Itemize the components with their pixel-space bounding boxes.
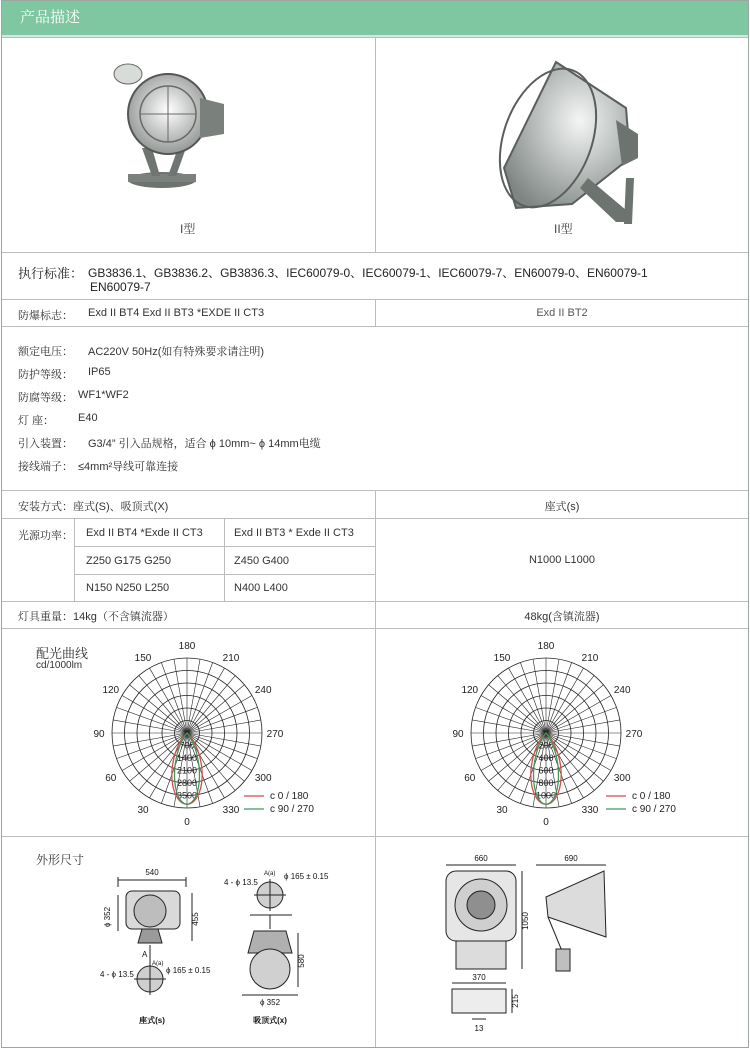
standards-line1: GB3836.1、GB3836.2、GB3836.3、IEC60079-0、IEC60079-1、IEC60079-7、EN60079-0、EN60079-1: [88, 266, 648, 280]
polar-angle-label: 90: [93, 729, 105, 740]
polar-angle-label: 210: [222, 652, 240, 664]
install-left-value: 安装方式：座式(S)、吸顶式(X): [18, 501, 169, 513]
standards-label: 执行标准：: [18, 266, 84, 281]
dim-circle1: ϕ 165 ± 0.15: [166, 966, 211, 975]
legend-label: c 90 / 270: [632, 804, 676, 815]
dim-arrow-a: A: [142, 950, 148, 959]
weight-right-cell: [375, 602, 748, 628]
section-header: [2, 1, 748, 35]
power-right-value: N1000 L1000: [528, 554, 596, 566]
specs-row: [2, 326, 748, 490]
polar-angle-label: 60: [464, 773, 476, 784]
polar-angle-label: 30: [496, 805, 508, 817]
type1-caption: I型: [180, 222, 196, 236]
polar-angle-label: 330: [222, 805, 240, 817]
dimensions-right-cell: [375, 837, 748, 1047]
spec-value: E40: [78, 412, 98, 424]
power-col2-head: Exd II BT3 * Exde II CT3: [234, 527, 354, 539]
type1-cell: [2, 38, 375, 252]
explosion-left-value: Exd II BT4 Exd II BT3 *EXDE II CT3: [88, 307, 265, 319]
dim-view2: A(a): [264, 871, 276, 877]
dim-352: ϕ 352: [103, 906, 112, 928]
polar-angle-label: 270: [266, 729, 284, 740]
polar-angle-label: 30: [137, 805, 149, 817]
install-left-cell: [2, 491, 375, 518]
polar-radial-label: 3500: [176, 790, 198, 801]
power-left-cell: [2, 519, 375, 601]
dim-580: 580: [297, 954, 306, 968]
dim-352-bottom: ϕ 352: [259, 998, 281, 1007]
explosion-right-value: Exd II BT2: [536, 307, 588, 319]
spec-value: AC220V 50Hz(如有特殊要求请注明): [88, 346, 265, 358]
explosion-label: 防爆标志：: [18, 310, 73, 322]
legend-label: c 0 / 180: [270, 791, 309, 802]
polar-radial-label: 600: [538, 765, 554, 776]
spec-value: ≤4mm²导线可靠连接: [78, 461, 179, 473]
polar-radial-label: 1000: [535, 790, 557, 801]
polar-angle-label: 0: [543, 817, 549, 828]
type2-cell: [375, 38, 748, 252]
explosion-row: [2, 299, 748, 326]
dim-370: 370: [472, 973, 486, 982]
dim-circle2: ϕ 165 ± 0.15: [284, 872, 329, 881]
legend-label: c 90 / 270: [270, 804, 314, 815]
polar-radial-label: 800: [538, 778, 554, 788]
polar-radial-label: 2100: [176, 765, 198, 776]
spec-label: 防护等级：: [18, 369, 73, 381]
product-description-sheet: [1, 0, 749, 1048]
polar-angle-label: 210: [581, 652, 599, 664]
power-right-cell: [375, 519, 748, 601]
polar-angle-label: 180: [537, 641, 555, 652]
power-label: 光源功率：: [18, 530, 73, 542]
spec-value: IP65: [88, 366, 111, 378]
polar-angle-label: 300: [613, 773, 631, 784]
dim-660: 660: [474, 854, 488, 863]
dim-bolt2: 4 - ϕ 13.5: [224, 878, 258, 887]
weight-right-value: 48kg(含镇流器): [524, 611, 600, 623]
photometric-unit: cd/1000lm: [36, 660, 83, 671]
standards-line2: EN60079-7: [90, 280, 151, 294]
power-col2-row2: N400 L400: [234, 582, 288, 594]
photometric-row: [2, 628, 748, 836]
spec-label: 接线端子：: [18, 461, 73, 473]
dimensions-left-cell: [2, 837, 375, 1047]
dim-455: 455: [191, 912, 200, 926]
dim-13: 13: [474, 1024, 484, 1033]
spec-value: G3/4” 引入品规格，适合 ϕ 10mm~ ϕ 14mm电缆: [88, 438, 321, 450]
polar-chart-right: [376, 629, 750, 837]
polar-radial-label: 400: [538, 753, 554, 763]
power-col1-head: Exd II BT4 *Exde II CT3: [86, 527, 203, 539]
weight-left-cell: [2, 602, 375, 628]
polar-angle-label: 180: [178, 641, 196, 652]
polar-angle-label: 150: [134, 652, 152, 664]
dim-bolt1: 4 - ϕ 13.5: [100, 970, 134, 979]
power-row: [2, 518, 748, 601]
dimension-drawing-left: [2, 837, 375, 1048]
power-col1-row1: Z250 G175 G250: [86, 555, 172, 567]
dim-215: 215: [511, 994, 520, 1008]
polar-angle-label: 120: [102, 685, 120, 696]
spec-label: 引入装置：: [18, 438, 73, 450]
dim-690: 690: [564, 854, 578, 863]
polar-angle-label: 60: [105, 773, 117, 784]
polar-radial-label: 1400: [176, 753, 198, 763]
polar-angle-label: 330: [581, 805, 599, 817]
polar-angle-label: 0: [184, 817, 190, 828]
polar-angle-label: 300: [254, 773, 272, 784]
dim-1050: 1050: [521, 912, 530, 930]
weight-left-value: 灯具重量：14kg（不含镇流器）: [18, 611, 174, 623]
caption-seat: 座式(s): [139, 1016, 165, 1025]
polar-angle-label: 150: [493, 652, 511, 664]
polar-angle-label: 240: [254, 685, 272, 696]
dim-view-a: A(a): [152, 961, 164, 967]
legend-label: c 0 / 180: [632, 791, 671, 802]
install-row: [2, 490, 748, 518]
type2-caption: II型: [554, 222, 573, 236]
polar-radial-label: 2800: [176, 778, 198, 788]
spec-value: WF1*WF2: [78, 389, 129, 401]
product-images-row: [2, 37, 748, 252]
polar-angle-label: 120: [461, 685, 479, 696]
explosion-left-cell: [2, 300, 375, 326]
section-title: 产品描述: [20, 9, 81, 26]
dimensions-title: 外形尺寸: [36, 853, 85, 867]
install-right-value: 座式(s): [544, 501, 580, 513]
polar-angle-label: 90: [452, 729, 464, 740]
polar-chart-left: [2, 629, 375, 837]
polar-radial-label: 700: [179, 740, 195, 751]
polar-angle-label: 240: [613, 685, 631, 696]
dimensions-row: [2, 836, 748, 1047]
power-col1-row2: N150 N250 L250: [86, 582, 170, 594]
photometric-left-cell: [2, 629, 375, 836]
polar-radial-label: 200: [538, 740, 554, 751]
power-col2-row1: Z450 G400: [234, 555, 290, 567]
dim-540: 540: [145, 868, 159, 877]
caption-ceiling: 吸顶式(x): [253, 1016, 287, 1025]
standards-row: [2, 252, 748, 299]
spec-label: 灯 座：: [18, 415, 55, 427]
explosion-right-cell: [375, 300, 748, 326]
spec-label: 额定电压：: [18, 346, 73, 358]
dimension-drawing-right: [376, 837, 750, 1048]
install-right-cell: [375, 491, 748, 518]
photometric-title: 配光曲线: [36, 646, 89, 661]
weight-row: [2, 601, 748, 628]
photometric-right-cell: [375, 629, 748, 836]
polar-angle-label: 270: [625, 729, 643, 740]
spec-label: 防腐等级：: [18, 392, 73, 404]
